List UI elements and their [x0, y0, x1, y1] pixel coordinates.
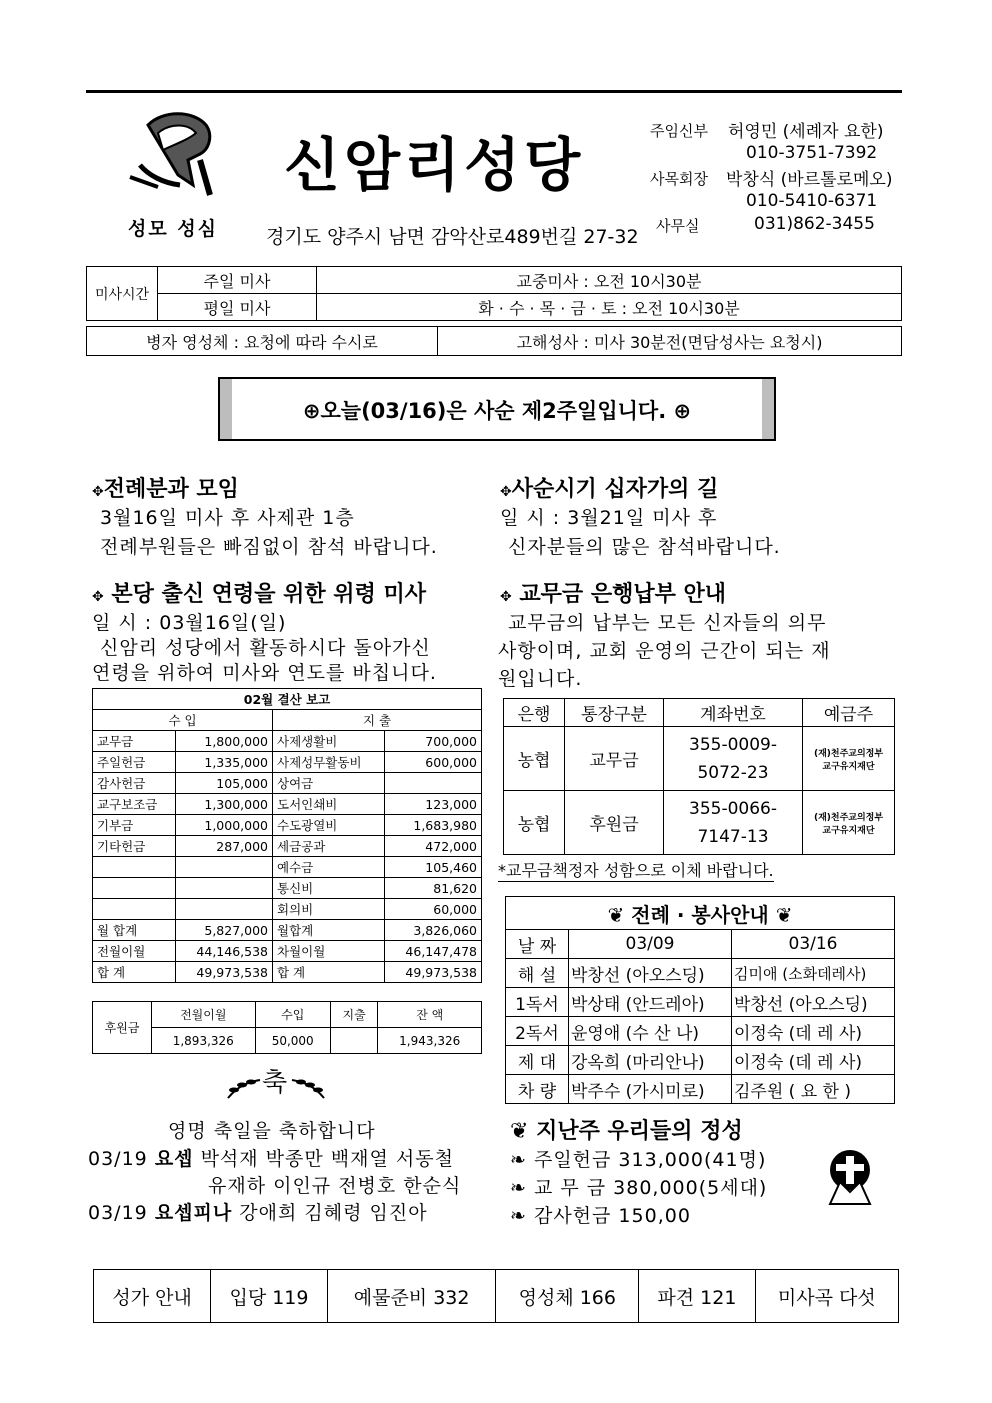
finance-row	[93, 773, 482, 794]
account-number-part: 7147-13	[697, 826, 769, 847]
dues-heading	[500, 577, 726, 608]
sick-communion: 병자 영성체 : 요청에 따라 수시로	[87, 327, 438, 356]
donation-value	[330, 1028, 378, 1054]
finance-item: 사제성무활동비	[273, 752, 385, 773]
service-rows	[506, 959, 895, 1104]
stations-heading	[500, 472, 718, 503]
feast-saint: 요셉	[154, 1148, 194, 1170]
service-row	[506, 1017, 895, 1046]
finance-amount: 472,000	[385, 836, 482, 857]
offering-text: 교 무 금 380,000(5세대)	[533, 1177, 768, 1199]
finance-item: 도서인쇄비	[273, 794, 385, 815]
memorial-mass-line3: 연령을 위하여 미사와 연도를 바칩니다.	[92, 662, 437, 684]
donation-header: 지출	[330, 1002, 378, 1028]
finance-item: 합 계	[93, 962, 176, 983]
finance-item: 전월이월	[93, 941, 176, 962]
donation-value: 1,893,326	[152, 1028, 256, 1054]
account-type: 교무금	[565, 727, 664, 791]
offering-text: 감사헌금 150,00	[533, 1205, 691, 1227]
council-role: 사목회장	[650, 170, 708, 188]
finance-amount	[176, 857, 273, 878]
donation-header: 잔 액	[378, 1002, 482, 1028]
finance-row	[93, 857, 482, 878]
account-owner	[803, 791, 895, 855]
finance-item	[93, 899, 176, 920]
finance-amount: 105,000	[176, 773, 273, 794]
finance-amount	[385, 773, 482, 794]
finance-item: 차월이월	[273, 941, 385, 962]
memorial-mass-line1: 일 시 : 03월16일(일)	[92, 612, 287, 634]
hymn-communion: 영성체 166	[496, 1270, 639, 1323]
service-row	[506, 1075, 895, 1104]
finance-row	[93, 941, 482, 962]
celebration-headline: 영명 축일을 축하합니다	[168, 1120, 376, 1142]
stations-title: 사순시기 십자가의 길	[511, 477, 719, 502]
sunday-mass-value: 교중미사 : 오전 10시30분	[317, 267, 902, 294]
finance-amount: 49,973,538	[385, 962, 482, 983]
finance-item: 월합계	[273, 920, 385, 941]
diamond-bullet-icon: ✥	[92, 484, 104, 500]
finance-row	[93, 920, 482, 941]
finance-title: 02월 결산 보고	[93, 689, 482, 710]
sacred-heart-logo	[118, 105, 228, 205]
council-name: 박창식 (바르톨로메오)	[726, 170, 893, 190]
today-banner	[218, 377, 776, 441]
bank-header: 통장구분	[565, 699, 664, 727]
finance-amount: 46,147,478	[385, 941, 482, 962]
hymn-mass-setting: 미사곡 다섯	[755, 1270, 898, 1323]
today-text	[220, 395, 774, 425]
service-date: 03/16	[732, 930, 895, 959]
donation-header: 수입	[255, 1002, 330, 1028]
finance-amount: 600,000	[385, 752, 482, 773]
account-number	[664, 791, 803, 855]
liturgy-meeting-heading	[92, 472, 239, 503]
leaf-bullet-icon: ❧	[510, 1149, 527, 1171]
bank-header: 예금주	[803, 699, 895, 727]
leaf-bullet-icon: ❧	[510, 1177, 527, 1199]
flower-icon: ❦	[775, 902, 793, 927]
service-role: 차 량	[506, 1075, 569, 1104]
dues-note: *교무금책정자 성함으로 이체 바랍니다.	[498, 858, 774, 882]
finance-item: 예수금	[273, 857, 385, 878]
finance-row	[93, 794, 482, 815]
diamond-bullet-icon: ✥	[500, 484, 512, 500]
account-number-part: 5072-23	[697, 762, 769, 783]
service-date: 03/09	[569, 930, 732, 959]
leaf-bullet-icon: ❧	[510, 1205, 527, 1227]
dues-line1: 교무금의 납부는 모든 신자들의 의무	[508, 612, 827, 634]
finance-item: 월 합계	[93, 920, 176, 941]
offering-item	[510, 1201, 691, 1228]
feast-saint: 요셉피나	[154, 1202, 233, 1224]
finance-amount	[176, 899, 273, 920]
service-person: 윤영애 (수 산 나)	[569, 1017, 732, 1046]
stations-line1: 일 시 : 3월21일 미사 후	[500, 507, 718, 529]
mass-times-table	[86, 266, 902, 321]
finance-item: 회의비	[273, 899, 385, 920]
dues-line3: 원입니다.	[498, 668, 583, 690]
finance-item: 사제생활비	[273, 731, 385, 752]
service-person: 박창선 (아오스딩)	[732, 988, 895, 1017]
service-row	[506, 959, 895, 988]
offering-text: 주일헌금 313,000(41명)	[533, 1149, 767, 1171]
finance-row	[93, 731, 482, 752]
bank-name: 농협	[504, 727, 565, 791]
offering-heading	[510, 1114, 743, 1145]
account-number-part: 355-0009-	[689, 734, 777, 755]
hymn-entrance: 입당 119	[211, 1270, 328, 1323]
service-role: 해 설	[506, 959, 569, 988]
service-person: 박창선 (아오스딩)	[569, 959, 732, 988]
finance-item: 세금공과	[273, 836, 385, 857]
finance-amount: 60,000	[385, 899, 482, 920]
donation-value: 1,943,326	[378, 1028, 482, 1054]
cross-medal-icon: ⊕	[302, 399, 321, 423]
flower-icon: ❦	[510, 1119, 529, 1144]
header-rule	[86, 90, 902, 93]
weekday-mass-value: 화 · 수 · 목 · 금 · 토 : 오전 10시30분	[317, 294, 902, 321]
office-label: 사무실	[656, 217, 700, 235]
account-owner-line: 교구유지재단	[822, 825, 875, 836]
service-title	[506, 897, 895, 930]
finance-amount: 5,827,000	[176, 920, 273, 941]
finance-item	[93, 857, 176, 878]
offering-item	[510, 1173, 767, 1200]
finance-item: 합 계	[273, 962, 385, 983]
service-schedule-table	[505, 896, 895, 1104]
bank-account-table	[503, 698, 895, 855]
finance-rows	[93, 731, 482, 983]
donation-label: 후원금	[93, 1002, 152, 1054]
account-number-part: 355-0066-	[689, 798, 777, 819]
finance-amount: 49,973,538	[176, 962, 273, 983]
finance-amount	[176, 878, 273, 899]
memorial-mass-title: 본당 출신 연령을 위한 위령 미사	[111, 582, 426, 607]
finance-amount: 1,300,000	[176, 794, 273, 815]
finance-amount: 700,000	[385, 731, 482, 752]
income-header: 수 입	[93, 710, 273, 731]
today-label: 오늘(03/16)은 사순 제2주일입니다.	[320, 399, 667, 423]
liturgy-meeting-line1: 3월16일 미사 후 사제관 1층	[100, 507, 355, 529]
service-row	[506, 988, 895, 1017]
finance-item: 교구보조금	[93, 794, 176, 815]
celebration-mark: 축	[262, 1068, 288, 1098]
finance-item: 교무금	[93, 731, 176, 752]
finance-amount: 44,146,538	[176, 941, 273, 962]
mass-times-label: 미사시간	[87, 267, 158, 321]
celebration-line1	[88, 1144, 454, 1171]
offering-title: 지난주 우리들의 정성	[536, 1119, 743, 1144]
service-person: 박주수 (가시미로)	[569, 1075, 732, 1104]
service-row	[506, 1046, 895, 1075]
sunday-mass-label: 주일 미사	[158, 267, 317, 294]
cross-medal-icon: ⊕	[673, 399, 692, 423]
feast-names: 박석재 박종만 백재열 서동철	[200, 1148, 454, 1170]
pastor-role: 주임신부	[650, 122, 708, 140]
finance-report-table	[92, 688, 482, 983]
hymn-guide-table	[93, 1269, 899, 1323]
sacraments-table	[86, 326, 902, 356]
feast-names: 강애희 김혜령 임진아	[239, 1202, 428, 1224]
service-person: 이정숙 (데 레 사)	[732, 1017, 895, 1046]
finance-amount: 105,460	[385, 857, 482, 878]
finance-amount: 81,620	[385, 878, 482, 899]
pastor-name: 허영민 (세례자 요한)	[728, 122, 884, 142]
donation-value: 50,000	[255, 1028, 330, 1054]
bank-header: 계좌번호	[664, 699, 803, 727]
hymn-offertory: 예물준비 332	[327, 1270, 496, 1323]
feast-date: 03/19	[88, 1202, 148, 1224]
finance-item: 기타헌금	[93, 836, 176, 857]
diamond-bullet-icon: ✥	[92, 589, 104, 605]
finance-row	[93, 878, 482, 899]
finance-row	[93, 962, 482, 983]
celebration-line3	[88, 1198, 428, 1225]
dues-line2: 사항이며, 교회 운영의 근간이 되는 재	[498, 640, 831, 662]
finance-row	[93, 752, 482, 773]
finance-amount: 1,683,980	[385, 815, 482, 836]
donation-header: 전월이월	[152, 1002, 256, 1028]
finance-amount: 1,800,000	[176, 731, 273, 752]
finance-amount: 3,826,060	[385, 920, 482, 941]
confession: 고해성사 : 미사 30분전(면담성사는 요청시)	[438, 327, 902, 356]
finance-row	[93, 899, 482, 920]
office-phone: 031)862-3455	[754, 214, 875, 234]
donation-table	[92, 1001, 482, 1054]
finance-item: 상여금	[273, 773, 385, 794]
service-person: 김미애 (소화데레사)	[732, 959, 895, 988]
service-person: 김주원 ( 요 한 )	[732, 1075, 895, 1104]
pastor-phone: 010-3751-7392	[746, 143, 878, 163]
offering-item	[510, 1145, 766, 1172]
dues-title: 교무금 은행납부 안내	[519, 582, 726, 607]
weekday-mass-label: 평일 미사	[158, 294, 317, 321]
account-owner-line: (재)천주교의정부	[813, 812, 884, 823]
council-phone: 010-5410-6371	[746, 191, 878, 211]
memorial-mass-heading	[92, 577, 426, 608]
flower-icon: ❦	[607, 902, 625, 927]
diamond-bullet-icon: ✥	[500, 589, 512, 605]
date-label: 날 짜	[506, 930, 569, 959]
account-owner-line: (재)천주교의정부	[813, 748, 884, 759]
memorial-mass-line2: 신암리 성당에서 활동하시다 돌아가신	[100, 637, 431, 659]
finance-amount: 123,000	[385, 794, 482, 815]
hymn-recessional: 파견 121	[639, 1270, 756, 1323]
account-type: 후원금	[565, 791, 664, 855]
service-title-text: 전례 · 봉사안내	[631, 902, 769, 927]
service-role: 1독서	[506, 988, 569, 1017]
service-role: 2독서	[506, 1017, 569, 1046]
praying-cross-icon	[822, 1148, 878, 1206]
service-person: 박상태 (안드레아)	[569, 988, 732, 1017]
feast-date: 03/19	[88, 1148, 148, 1170]
account-number	[664, 727, 803, 791]
hymn-guide-label: 성가 안내	[94, 1270, 211, 1323]
service-person: 강옥희 (마리안나)	[569, 1046, 732, 1075]
finance-item: 수도광열비	[273, 815, 385, 836]
account-owner	[803, 727, 895, 791]
bank-name: 농협	[504, 791, 565, 855]
bank-header: 은행	[504, 699, 565, 727]
finance-amount: 287,000	[176, 836, 273, 857]
liturgy-meeting-line2: 전례부원들은 빠짐없이 참석 바랍니다.	[100, 536, 438, 558]
celebration-line2: 유재하 이인규 전병호 한순식	[208, 1175, 462, 1197]
finance-amount: 1,335,000	[176, 752, 273, 773]
liturgy-meeting-title: 전례분과 모임	[103, 477, 239, 502]
account-owner-line: 교구유지재단	[822, 761, 875, 772]
parish-title: 신암리성당	[284, 131, 585, 199]
finance-item: 기부금	[93, 815, 176, 836]
service-person: 이정숙 (데 레 사)	[732, 1046, 895, 1075]
finance-amount: 1,000,000	[176, 815, 273, 836]
finance-item: 통신비	[273, 878, 385, 899]
finance-item: 주일헌금	[93, 752, 176, 773]
parish-address: 경기도 양주시 남면 감악산로489번길 27-32	[266, 226, 639, 248]
logo-caption: 성모 성심	[128, 218, 219, 240]
service-role: 제 대	[506, 1046, 569, 1075]
finance-row	[93, 815, 482, 836]
expense-header: 지 출	[273, 710, 482, 731]
stations-line2: 신자분들의 많은 참석바랍니다.	[508, 536, 781, 558]
finance-item	[93, 878, 176, 899]
finance-row	[93, 836, 482, 857]
finance-item: 감사헌금	[93, 773, 176, 794]
